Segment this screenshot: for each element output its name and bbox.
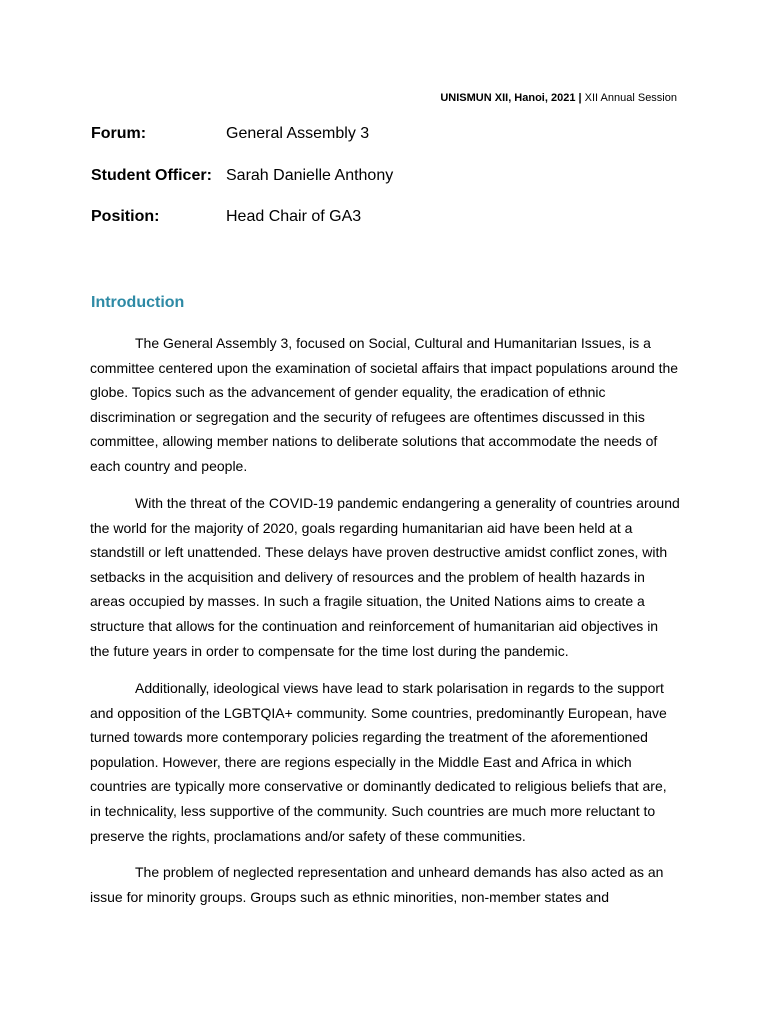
forum-row [91,124,369,144]
student-officer-value: Sarah Danielle Anthony [226,167,394,184]
student-officer-label: Student Officer: [91,167,212,184]
paragraph-text: The General Assembly 3, focused on Social, Cultural and Humanitarian Issues, is a committee centered upon the examination of societal affairs that impact populations around the globe. Topics such as the advancement of gender equality, the eradication of ethnic discrimination or segregation and the security of refugees are oftentimes discussed in this committee, allowing member nations to deliberate solutions that accommodate the needs of each country and people. [90,335,679,474]
introduction-heading: Introduction [91,294,185,311]
position-label: Position: [91,208,160,225]
paragraph-text: Additionally, ideological views have lead to stark polarisation in regards to the support and opposition of the LGBTQIA+ community. Some countries, predominantly European, have turned towards more contemporary policies regarding the treatment of the aforementioned population. However, there are regions especially in the Middle East and Africa in which countries are typically more conservative or dominantly dedicated to religious beliefs that are, in technicality, less supportive of the community. Such countries are much more reluctant to preserve the rights, proclamations and/or safety of these communities. [90,680,667,844]
paragraph-2 [90,491,680,663]
position-value: Head Chair of GA3 [226,208,362,225]
document-header [440,91,677,105]
paragraph-3 [90,676,680,848]
forum-value: General Assembly 3 [226,125,370,142]
student-officer-row [91,166,393,186]
paragraph-text: With the threat of the COVID-19 pandemic endangering a generality of countries around the world for the majority of 2020, goals regarding humanitarian aid have been held at a standstill or left unattended. These delays have proven destructive amidst conflict zones, with setbacks in the acquisition and delivery of resources and the problem of health hazards in areas occupied by masses. In such a fragile situation, the United Nations aims to create a structure that allows for the continuation and reinforcement of humanitarian aid objectives in the future years in order to compensate for the time lost during the pandemic. [90,495,680,659]
paragraph-text: The problem of neglected representation and unheard demands has also acted as an issue for minority groups. Groups such as ethnic minorities, non-member states and [90,864,664,905]
paragraph-1 [90,331,680,479]
header-event: UNISMUN XII, Hanoi, 2021 | [440,92,582,104]
paragraph-4 [90,860,680,909]
forum-label: Forum: [91,125,147,142]
header-session: XII Annual Session [581,92,677,104]
position-row [91,207,361,227]
